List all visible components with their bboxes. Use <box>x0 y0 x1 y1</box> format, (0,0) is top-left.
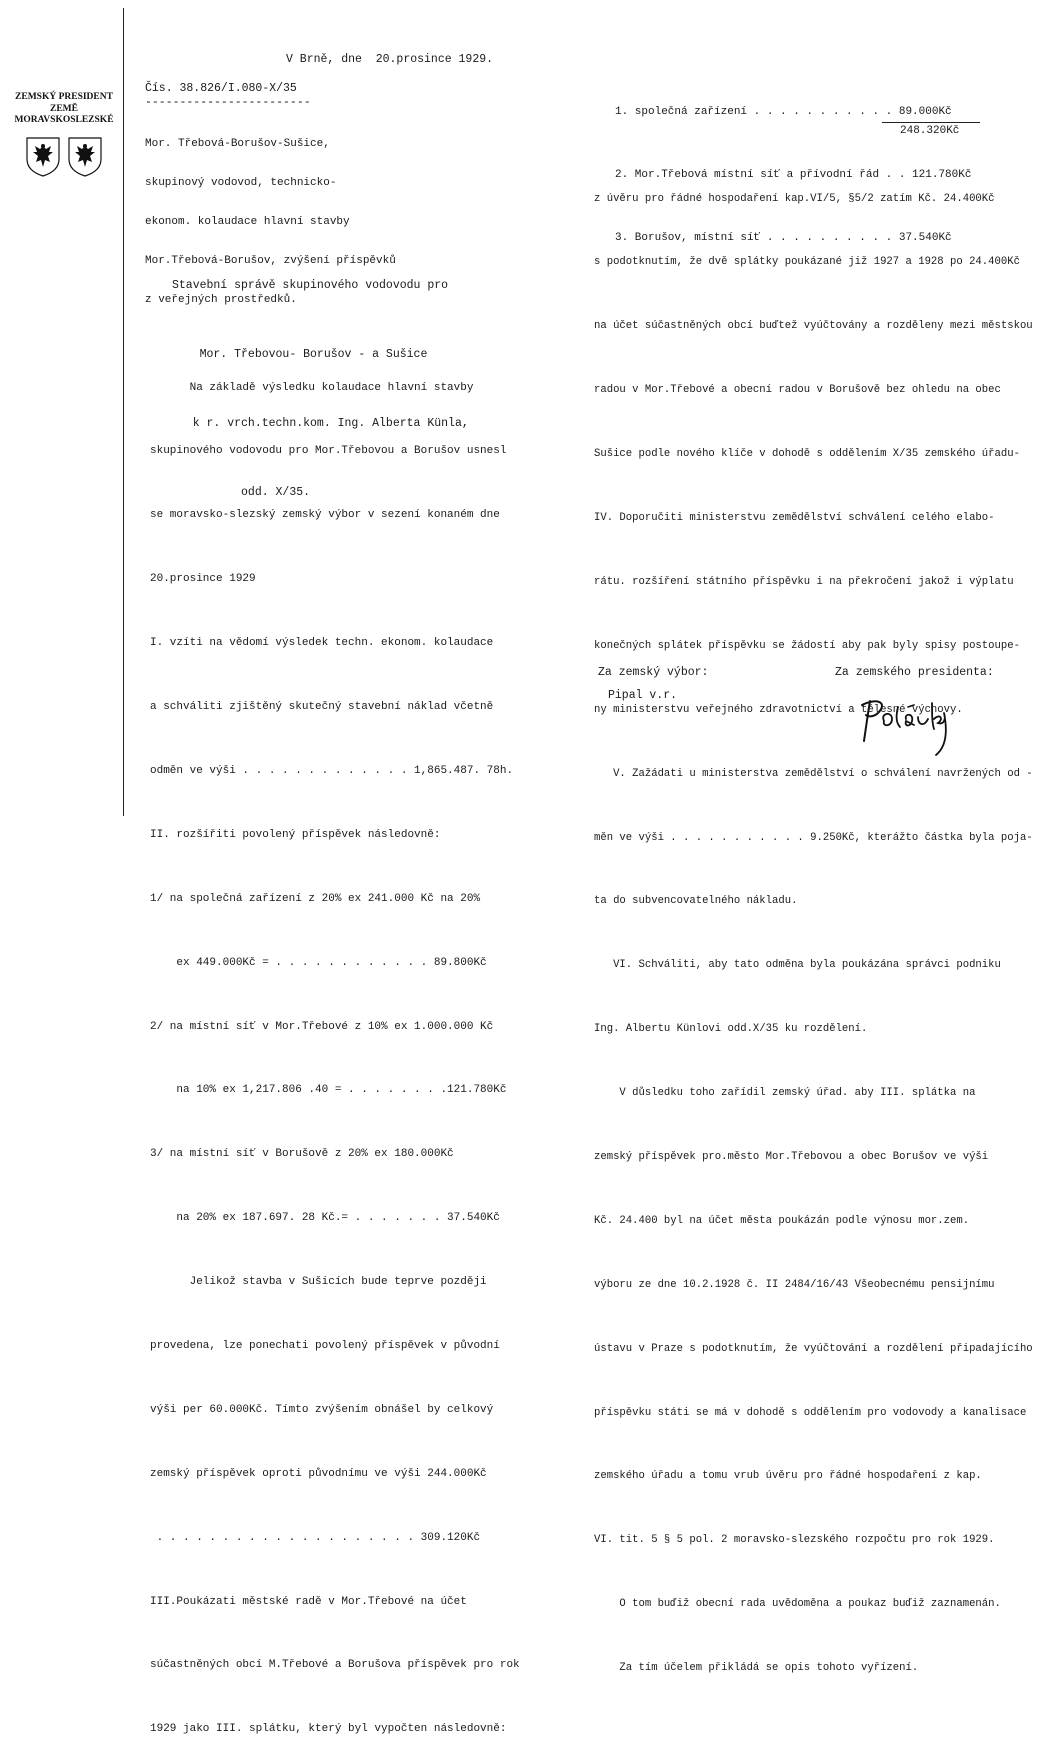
body-line: výši per 60.000Kč. Tímto zvýšením obnášel by celkový <box>150 1403 494 1416</box>
body-line: s podotknutím, že dvě splátky poukázané již 1927 a 1928 po 24.400Kč <box>594 256 1020 269</box>
addressee-line: odd. X/35. <box>172 486 311 499</box>
body-line: se moravsko-slezský zemský výbor v sezení konaném dne <box>150 509 500 522</box>
body-line: Kč. 24.400 byl na účet města poukázán podle výnosu mor.zem. <box>594 1214 970 1227</box>
body-line: ústavu v Praze s podotknutím, že vyúčtování a rozdělení připadajícího <box>594 1342 1033 1355</box>
body-line: na 20% ex 187.697. 28 Kč.= . . . . . . . 37.540Kč <box>150 1212 500 1225</box>
letterhead-seal <box>8 92 120 127</box>
body-line: ny ministerstvu veřejného zdravotnictví a tělesné výchovy. <box>594 703 963 716</box>
body-line: konečných splátek příspěvku se žádostí aby pak byly spisy postoupe- <box>594 639 1020 652</box>
body-line: radou v Mor.Třebové a obecní radou v Borušově bez ohledu na obec <box>594 384 1001 397</box>
seal-line-1: ZEMSKÝ PRESIDENT <box>15 92 113 102</box>
subject-line: z veřejných prostředků. <box>145 294 297 306</box>
margin-rule <box>123 8 124 816</box>
committee-signature-name: Pipal v.r. <box>608 689 678 702</box>
eagle-shield-icon <box>68 137 102 177</box>
body-line: měn ve výši . . . . . . . . . . . 9.250Kč, kterážto částka byla poja- <box>594 831 1033 844</box>
handwritten-signature <box>848 683 958 763</box>
body-line: 3/ na místní síť v Borušově z 20% ex 180.000Kč <box>150 1148 454 1161</box>
body-line: zemský příspěvek pro.město Mor.Třebovou a obec Borušov ve výši <box>594 1150 989 1163</box>
body-line: 1/ na společná zařízení z 20% ex 241.000 Kč na 20% <box>150 892 481 905</box>
committee-signature-title: Za zemský výbor: <box>598 666 709 679</box>
body-line: na 10% ex 1,217.806 .40 = . . . . . . . .121.780Kč <box>150 1084 507 1097</box>
president-signature-title: Za zemského presidenta: <box>835 666 994 679</box>
coat-of-arms <box>26 137 106 177</box>
addressee-line: Mor. Třebovou- Borušov - a Sušice <box>172 348 428 361</box>
body-line: provedena, lze ponechati povolený příspěvek v původní <box>150 1339 500 1352</box>
body-line: ta do subvencovatelného nákladu. <box>594 895 798 908</box>
body-line: příspěvku státi se má v dohodě s oddělením pro vodovody a kanalisace <box>594 1406 1027 1419</box>
document-date: V Brně, dne 20.prosince 1929. <box>286 53 494 66</box>
body-line: výboru ze dne 10.2.1928 č. II 2484/16/43 Všeobecnému pensijnímu <box>594 1278 995 1291</box>
body-line: VI. tit. 5 § 5 pol. 2 moravsko-slezského rozpočtu pro rok 1929. <box>594 1534 995 1547</box>
body-line: Na základě výsledku kolaudace hlavní stavby <box>150 381 474 394</box>
body-line: odměn ve výši . . . . . . . . . . . . . 1,865.487. 78h. <box>150 764 514 777</box>
body-line: súčastněných obcí M.Třebové a Borušova příspěvek pro rok <box>150 1659 520 1672</box>
body-line: skupinového vodovodu pro Mor.Třebovou a Borušov usnesl <box>150 445 507 458</box>
body-line: III.Poukázati městské radě v Mor.Třebové na účet <box>150 1595 467 1608</box>
reference-rule: ------------------------ <box>145 96 311 109</box>
body-line: Sušice podle nového klíče v dohodě s oddělením X/35 zemského úřadu- <box>594 448 1020 461</box>
addressee-line: Stavební správě skupinového vodovodu pro <box>172 279 449 292</box>
body-line: 1929 jako III. splátku, který byl vypočten následovně: <box>150 1723 507 1736</box>
installment-row: 2. Mor.Třebová místní síť a přívodní řád . . 121.780Kč <box>615 169 972 181</box>
body-line: II. rozšířiti povolený příspěvek následovně: <box>150 828 441 841</box>
body-line: Jelikož stavba v Sušicích bude teprve později <box>150 1276 487 1289</box>
body-line: VI. Schváliti, aby tato odměna byla poukázána správci podniku <box>594 959 1001 972</box>
seal-line-2: ZEMĚ <box>50 103 78 114</box>
body-line: zemského úřadu a tomu vrub úvěru pro řádné hospodaření z kap. <box>594 1470 982 1483</box>
left-body <box>150 335 520 1762</box>
subject-line: skupinový vodovod, technicko- <box>145 177 337 189</box>
body-line: IV. Doporučiti ministerstvu zemědělství schválení celého elabo- <box>594 512 995 525</box>
right-body <box>594 146 1033 1701</box>
subject-line: ekonom. kolaudace hlavní stavby <box>145 216 350 228</box>
body-line: na účet súčastněných obcí buďtež vyúčtovány a rozděleny mezi městskou <box>594 320 1033 333</box>
body-line: V. Zažádati u ministerstva zemědělství o schválení navržených od - <box>594 767 1033 780</box>
installment-row: 1. společná zařízení . . . . . . . . . . . 89.000Kč <box>615 106 952 118</box>
seal-line-3: MORAVSKOSLEZSKÉ <box>14 115 114 125</box>
subject-line: Mor. Třebová-Borušov-Sušice, <box>145 138 330 150</box>
body-line: I. vzíti na vědomí výsledek techn. ekonom. kolaudace <box>150 637 494 650</box>
eagle-shield-icon <box>26 137 60 177</box>
body-line: Za tím účelem přikládá se opis tohoto vyřízení. <box>594 1662 919 1675</box>
body-line: a schváliti zjištěný skutečný stavební náklad včetně <box>150 701 494 714</box>
subject-line: Mor.Třebová-Borušov, zvýšení příspěvků <box>145 255 396 267</box>
body-line: zemský příspěvek oproti původnímu ve výši 244.000Kč <box>150 1467 487 1480</box>
body-line: 2/ na místní síť v Mor.Třebové z 10% ex 1.000.000 Kč <box>150 1020 494 1033</box>
body-line: . . . . . . . . . . . . . . . . . . . . 309.120Kč <box>150 1531 481 1544</box>
installment-row: 3. Borušov, místní síť . . . . . . . . . . 37.540Kč <box>615 232 952 244</box>
body-line: 20.prosince 1929 <box>150 573 256 586</box>
reference-number: Čís. 38.826/I.080-X/35 <box>145 82 297 95</box>
body-line: Ing. Albertu Künlovi odd.X/35 ku rozdělení. <box>594 1023 868 1036</box>
body-line: V důsledku toho zařídil zemský úřad. aby III. splátka na <box>594 1087 976 1100</box>
body-line: rátu. rozšíření státního příspěvku i na překročení jakož i výplatu <box>594 575 1014 588</box>
installment-total: 248.320Kč <box>900 125 960 137</box>
body-line: O tom buďiž obecní rada uvědoměna a poukaz buďiž zaznamenán. <box>594 1598 1001 1611</box>
addressee-line: k r. vrch.techn.kom. Ing. Alberta Künla, <box>172 417 469 430</box>
body-line: ex 449.000Kč = . . . . . . . . . . . . 89.800Kč <box>150 956 487 969</box>
body-line: z úvěru pro řádné hospodaření kap.VI/5, §5/2 zatím Kč. 24.400Kč <box>594 192 995 205</box>
